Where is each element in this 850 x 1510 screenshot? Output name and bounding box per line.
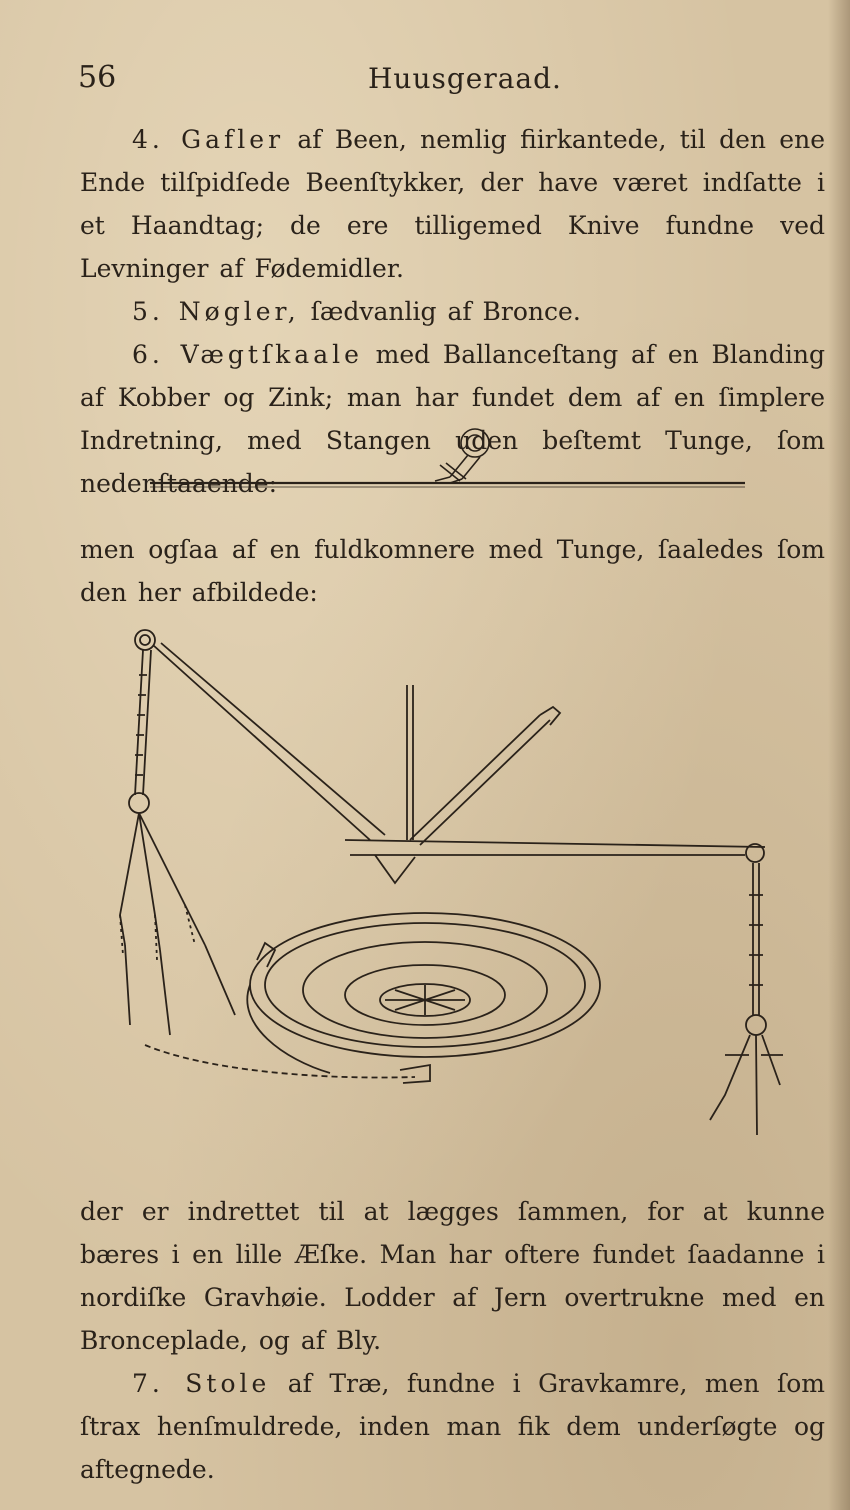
item-5-label: 5. Nøgler,	[132, 297, 300, 326]
item-7-text: af Træ, fundne i Gravkamre, men ſom ſtrax henſmuldrede, inden man fik dem underſøgte og aftegnede.	[80, 1369, 825, 1484]
text-block-figure-intro	[80, 528, 825, 614]
paragraph-item-4	[80, 118, 825, 290]
item-4-text: af Been, nemlig fiirkantede, til den ene Ende tilſpidſede Beenſtykker, der have været indſatte i et Haandtag; de ere tilligemed Knive fundne ved Levninger af Fødemidler.	[80, 125, 825, 283]
page-header	[78, 60, 778, 100]
paragraph-after-figure-2: der er indrettet til at lægges ſammen, for at kunne bæres i en lille Æſke. Man har oftere fundet ſaadanne i nordiſke Gravhøie. Lodder af Jern overtrukne med en Bronceplade, og af Bly.	[80, 1197, 825, 1355]
folding-balance-scale-illustration	[85, 615, 805, 1155]
item-5-text: ſædvanlig af Bronce.	[299, 297, 581, 326]
item-6-label: 6. Vægtſkaale	[132, 340, 363, 369]
running-head: Huusgeraad.	[368, 62, 562, 95]
page-edge-shadow	[828, 0, 850, 1510]
page-number: 56	[78, 60, 117, 95]
paragraph-item-5	[80, 290, 825, 333]
paragraph-after-figure-1: men ogſaa af en fuldkomnere med Tunge, ſaaledes ſom den her afbildede:	[80, 535, 825, 607]
text-block-items-6-7	[80, 1190, 825, 1491]
paragraph-item-7	[80, 1362, 825, 1491]
item-7-label: 7. Stole	[132, 1369, 271, 1398]
simple-balance-illustration	[150, 415, 750, 505]
item-6-text: med Ballanceſtang af en Blanding af Kobber og Zink; man har fundet dem af en ſimplere Indretning, med Stangen uden beſtemt Tunge, ſom nedenſtaaende:	[80, 340, 825, 498]
item-4-label: 4. Gafler	[132, 125, 285, 154]
